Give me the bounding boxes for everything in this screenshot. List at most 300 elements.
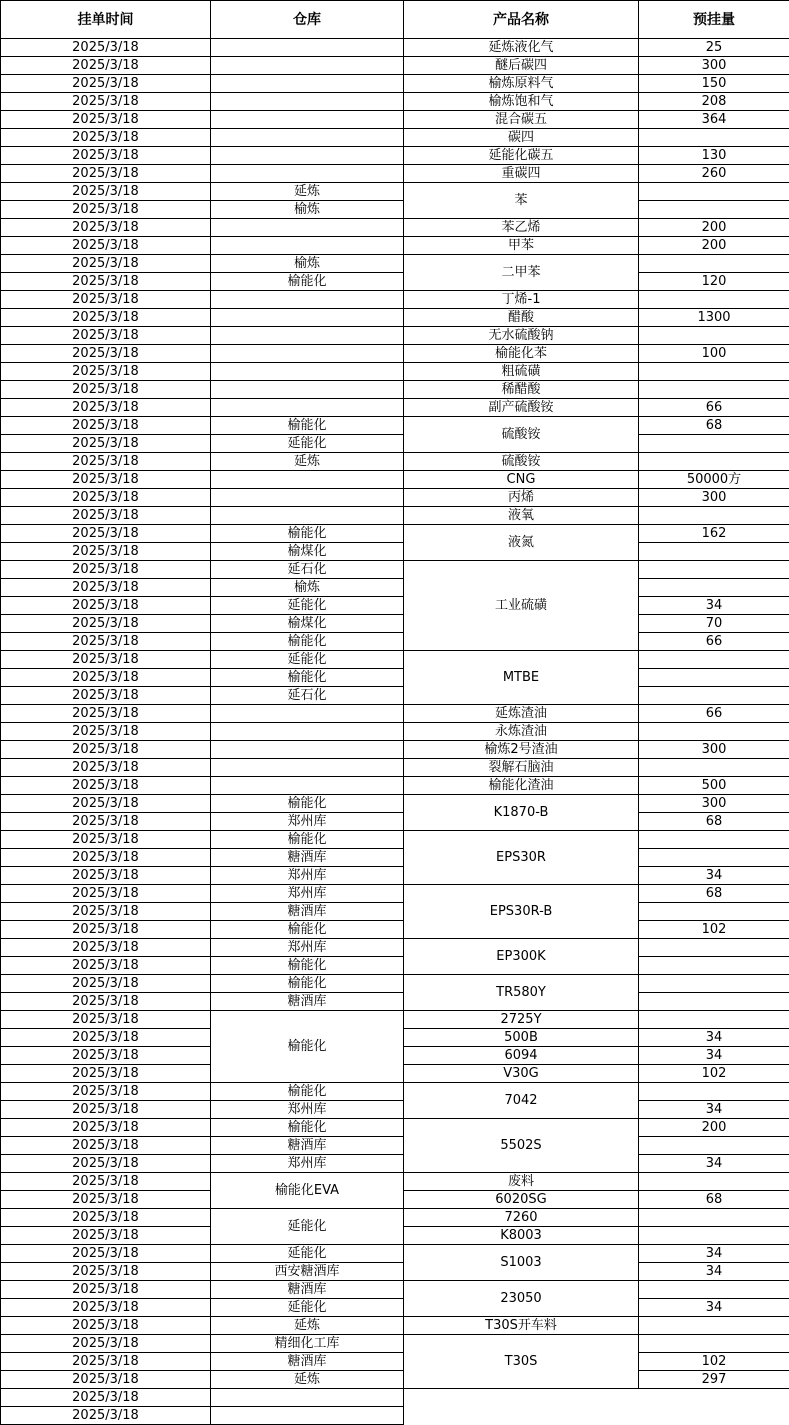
table-row xyxy=(1,129,789,147)
cell-pre-listed-quantity[interactable]: 66 xyxy=(639,399,789,417)
cell-listing-time[interactable]: 2025/3/18 xyxy=(1,327,211,345)
cell-listing-time[interactable]: 2025/3/18 xyxy=(1,489,211,507)
cell-listing-time[interactable]: 2025/3/18 xyxy=(1,1317,211,1335)
cell-warehouse[interactable]: 榆能化EVA xyxy=(211,1173,404,1209)
cell-product-name[interactable]: 甲苯 xyxy=(404,237,639,255)
cell-product-name[interactable]: 二甲苯 xyxy=(404,255,639,291)
cell-pre-listed-quantity[interactable] xyxy=(639,993,789,1011)
cell-warehouse[interactable]: 糖酒库 xyxy=(211,1281,404,1299)
table-row xyxy=(1,1119,789,1137)
cell-warehouse[interactable]: 延炼 xyxy=(211,1371,404,1389)
cell-listing-time[interactable]: 2025/3/18 xyxy=(1,957,211,975)
table-row xyxy=(1,669,789,687)
cell-product-name[interactable]: EPS30R xyxy=(404,831,639,885)
cell-listing-time[interactable]: 2025/3/18 xyxy=(1,615,211,633)
cell-warehouse[interactable] xyxy=(211,39,404,57)
cell-listing-time[interactable]: 2025/3/18 xyxy=(1,1119,211,1137)
cell-pre-listed-quantity[interactable] xyxy=(639,129,789,147)
cell-pre-listed-quantity[interactable] xyxy=(639,1137,789,1155)
cell-listing-time[interactable]: 2025/3/18 xyxy=(1,183,211,201)
cell-pre-listed-quantity[interactable] xyxy=(639,579,789,597)
table-row xyxy=(1,1317,789,1335)
cell-warehouse[interactable]: 糖酒库 xyxy=(211,1137,404,1155)
cell-product-name[interactable]: 23050 xyxy=(404,1281,639,1317)
cell-listing-time[interactable]: 2025/3/18 xyxy=(1,345,211,363)
cell-warehouse[interactable]: 郑州库 xyxy=(211,813,404,831)
cell-pre-listed-quantity[interactable]: 102 xyxy=(639,1353,789,1371)
cell-warehouse[interactable]: 榆能化 xyxy=(211,669,404,687)
cell-warehouse[interactable]: 延能化 xyxy=(211,597,404,615)
cell-pre-listed-quantity[interactable] xyxy=(639,759,789,777)
cell-product-name[interactable]: 丙烯 xyxy=(404,489,639,507)
cell-listing-time[interactable]: 2025/3/18 xyxy=(1,759,211,777)
cell-warehouse[interactable]: 西安糖酒库 xyxy=(211,1263,404,1281)
cell-pre-listed-quantity[interactable] xyxy=(639,849,789,867)
cell-warehouse[interactable] xyxy=(211,111,404,129)
cell-warehouse[interactable] xyxy=(211,57,404,75)
cell-listing-time[interactable]: 2025/3/18 xyxy=(1,1155,211,1173)
cell-warehouse[interactable]: 榆炼 xyxy=(211,201,404,219)
table-row xyxy=(1,255,789,273)
header-pre-listed-quantity[interactable]: 预挂量 xyxy=(639,1,789,39)
table-row xyxy=(1,111,789,129)
cell-pre-listed-quantity[interactable]: 102 xyxy=(639,921,789,939)
cell-product-name[interactable]: 废料 xyxy=(404,1173,639,1191)
cell-pre-listed-quantity[interactable] xyxy=(639,903,789,921)
cell-pre-listed-quantity[interactable] xyxy=(639,651,789,669)
cell-listing-time[interactable]: 2025/3/18 xyxy=(1,561,211,579)
cell-pre-listed-quantity[interactable]: 66 xyxy=(639,705,789,723)
cell-pre-listed-quantity[interactable]: 208 xyxy=(639,93,789,111)
cell-product-name[interactable]: 工业硫磺 xyxy=(404,561,639,651)
cell-pre-listed-quantity[interactable]: 364 xyxy=(639,111,789,129)
cell-pre-listed-quantity[interactable] xyxy=(211,1407,404,1425)
cell-warehouse[interactable]: 榆能化 xyxy=(211,417,404,435)
table-row xyxy=(1,615,789,633)
cell-pre-listed-quantity[interactable] xyxy=(639,1335,789,1353)
header-product-name[interactable]: 产品名称 xyxy=(404,1,639,39)
cell-pre-listed-quantity[interactable]: 68 xyxy=(639,417,789,435)
cell-warehouse[interactable]: 郑州库 xyxy=(211,885,404,903)
cell-listing-time[interactable]: 2025/3/18 xyxy=(1,1173,211,1191)
cell-warehouse[interactable]: 糖酒库 xyxy=(211,1353,404,1371)
header-warehouse[interactable]: 仓库 xyxy=(211,1,404,39)
cell-listing-time[interactable]: 2025/3/18 xyxy=(1,1353,211,1371)
cell-product-name[interactable]: 5502S xyxy=(404,1119,639,1173)
cell-pre-listed-quantity[interactable]: 260 xyxy=(639,165,789,183)
cell-pre-listed-quantity[interactable] xyxy=(639,1209,789,1227)
cell-listing-time[interactable]: 2025/3/18 xyxy=(1,309,211,327)
cell-pre-listed-quantity[interactable] xyxy=(639,543,789,561)
cell-listing-time[interactable]: 2025/3/18 xyxy=(1,147,211,165)
cell-pre-listed-quantity[interactable]: 66 xyxy=(639,633,789,651)
cell-warehouse[interactable] xyxy=(211,741,404,759)
cell-listing-time[interactable]: 2025/3/18 xyxy=(1,921,211,939)
cell-listing-time[interactable]: 2025/3/18 xyxy=(1,525,211,543)
cell-listing-time[interactable]: 2025/3/18 xyxy=(1,741,211,759)
cell-product-name[interactable]: 液氧 xyxy=(404,507,639,525)
cell-pre-listed-quantity[interactable]: 34 xyxy=(639,867,789,885)
cell-listing-time[interactable]: 2025/3/18 xyxy=(1,1209,211,1227)
cell-product-name[interactable]: 6020SG xyxy=(404,1191,639,1209)
cell-warehouse[interactable]: 延能化 xyxy=(211,651,404,669)
cell-pre-listed-quantity[interactable] xyxy=(639,831,789,849)
table-row xyxy=(1,1083,789,1101)
cell-pre-listed-quantity[interactable] xyxy=(639,1317,789,1335)
cell-pre-listed-quantity[interactable]: 34 xyxy=(639,1029,789,1047)
cell-listing-time[interactable]: 2025/3/18 xyxy=(1,669,211,687)
cell-listing-time[interactable]: 2025/3/18 xyxy=(1,939,211,957)
cell-warehouse[interactable] xyxy=(211,309,404,327)
cell-product-name[interactable]: 延炼渣油 xyxy=(404,705,639,723)
cell-listing-time[interactable]: 2025/3/18 xyxy=(1,597,211,615)
cell-listing-time[interactable]: 2025/3/18 xyxy=(1,507,211,525)
cell-warehouse[interactable] xyxy=(211,759,404,777)
cell-listing-time[interactable]: 2025/3/18 xyxy=(1,867,211,885)
cell-listing-time[interactable]: 2025/3/18 xyxy=(1,471,211,489)
cell-listing-time[interactable]: 2025/3/18 xyxy=(1,1371,211,1389)
cell-warehouse[interactable]: 榆能化 xyxy=(211,975,404,993)
cell-listing-time[interactable]: 2025/3/18 xyxy=(1,975,211,993)
cell-warehouse[interactable] xyxy=(211,327,404,345)
cell-listing-time[interactable]: 2025/3/18 xyxy=(1,93,211,111)
cell-listing-time[interactable]: 2025/3/18 xyxy=(1,795,211,813)
cell-pre-listed-quantity[interactable] xyxy=(639,1083,789,1101)
cell-warehouse[interactable]: 延炼 xyxy=(211,183,404,201)
cell-product-name[interactable]: T30S开车料 xyxy=(404,1317,639,1335)
cell-listing-time[interactable]: 2025/3/18 xyxy=(1,633,211,651)
cell-product-name[interactable]: EP300K xyxy=(404,939,639,975)
cell-warehouse[interactable] xyxy=(211,471,404,489)
cell-product-name[interactable]: 副产硫酸铵 xyxy=(404,399,639,417)
cell-listing-time[interactable]: 2025/3/18 xyxy=(1,543,211,561)
cell-product-name[interactable]: V30G xyxy=(404,1065,639,1083)
cell-pre-listed-quantity[interactable] xyxy=(639,939,789,957)
cell-warehouse[interactable] xyxy=(211,489,404,507)
cell-pre-listed-quantity[interactable] xyxy=(639,561,789,579)
cell-warehouse[interactable]: 延炼 xyxy=(211,1317,404,1335)
cell-warehouse[interactable] xyxy=(211,219,404,237)
cell-warehouse[interactable]: 糖酒库 xyxy=(211,849,404,867)
cell-warehouse[interactable]: 延石化 xyxy=(211,687,404,705)
cell-pre-listed-quantity[interactable]: 162 xyxy=(639,525,789,543)
cell-pre-listed-quantity[interactable] xyxy=(639,327,789,345)
cell-pre-listed-quantity[interactable] xyxy=(639,975,789,993)
cell-pre-listed-quantity[interactable] xyxy=(639,453,789,471)
cell-product-name[interactable]: 7260 xyxy=(404,1209,639,1227)
cell-pre-listed-quantity[interactable]: 130 xyxy=(639,147,789,165)
cell-product-name[interactable]: 榆能化苯 xyxy=(404,345,639,363)
cell-product-name[interactable]: 延能化碳五 xyxy=(404,147,639,165)
cell-listing-time[interactable]: 2025/3/18 xyxy=(1,1335,211,1353)
cell-pre-listed-quantity[interactable]: 68 xyxy=(639,813,789,831)
cell-product-name[interactable]: K1870-B xyxy=(404,795,639,831)
cell-pre-listed-quantity[interactable]: 34 xyxy=(639,1299,789,1317)
cell-pre-listed-quantity[interactable]: 70 xyxy=(639,615,789,633)
cell-product-name[interactable]: 榆能化渣油 xyxy=(404,777,639,795)
cell-pre-listed-quantity[interactable]: 300 xyxy=(639,489,789,507)
cell-product-name[interactable]: 硫酸铵 xyxy=(404,417,639,453)
cell-listing-time[interactable]: 2025/3/18 xyxy=(1,111,211,129)
cell-product-name[interactable]: 500B xyxy=(404,1029,639,1047)
cell-warehouse[interactable]: 郑州库 xyxy=(211,867,404,885)
cell-warehouse[interactable] xyxy=(211,705,404,723)
cell-listing-time[interactable]: 2025/3/18 xyxy=(1,39,211,57)
cell-pre-listed-quantity[interactable]: 34 xyxy=(639,597,789,615)
cell-listing-time[interactable]: 2025/3/18 xyxy=(1,1137,211,1155)
cell-warehouse[interactable]: 延能化 xyxy=(211,435,404,453)
cell-pre-listed-quantity[interactable]: 68 xyxy=(639,1191,789,1209)
cell-warehouse[interactable] xyxy=(211,75,404,93)
cell-listing-time[interactable]: 2025/3/18 xyxy=(1,885,211,903)
cell-product-name[interactable]: MTBE xyxy=(404,651,639,705)
cell-product-name[interactable]: 榆炼2号渣油 xyxy=(404,741,639,759)
cell-listing-time[interactable]: 2025/3/18 xyxy=(1,1389,211,1407)
cell-warehouse[interactable]: 延炼 xyxy=(211,453,404,471)
cell-product-name[interactable]: 混合碳五 xyxy=(404,111,639,129)
cell-listing-time[interactable]: 2025/3/18 xyxy=(1,1299,211,1317)
cell-listing-time[interactable]: 2025/3/18 xyxy=(1,1101,211,1119)
cell-pre-listed-quantity[interactable] xyxy=(639,363,789,381)
cell-warehouse[interactable]: 榆炼 xyxy=(211,579,404,597)
cell-listing-time[interactable]: 2025/3/18 xyxy=(1,849,211,867)
cell-product-name[interactable]: TR580Y xyxy=(404,975,639,1011)
cell-pre-listed-quantity[interactable] xyxy=(639,1281,789,1299)
cell-pre-listed-quantity[interactable] xyxy=(639,291,789,309)
cell-pre-listed-quantity[interactable]: 34 xyxy=(639,1245,789,1263)
cell-product-name[interactable]: 醋酸 xyxy=(404,309,639,327)
cell-listing-time[interactable]: 2025/3/18 xyxy=(1,435,211,453)
cell-pre-listed-quantity[interactable]: 150 xyxy=(639,75,789,93)
cell-listing-time[interactable]: 2025/3/18 xyxy=(1,75,211,93)
cell-listing-time[interactable]: 2025/3/18 xyxy=(1,1227,211,1245)
cell-listing-time[interactable]: 2025/3/18 xyxy=(1,219,211,237)
cell-product-name[interactable]: 裂解石脑油 xyxy=(404,759,639,777)
cell-product-name[interactable]: 粗硫磺 xyxy=(404,363,639,381)
cell-warehouse[interactable] xyxy=(211,399,404,417)
cell-warehouse[interactable]: 榆煤化 xyxy=(211,543,404,561)
cell-pre-listed-quantity[interactable] xyxy=(639,957,789,975)
cell-pre-listed-quantity[interactable]: 297 xyxy=(639,1371,789,1389)
cell-pre-listed-quantity[interactable]: 300 xyxy=(639,741,789,759)
cell-warehouse[interactable]: 榆能化 xyxy=(211,273,404,291)
cell-product-name[interactable]: S1003 xyxy=(404,1245,639,1281)
cell-listing-time[interactable]: 2025/3/18 xyxy=(1,1281,211,1299)
cell-product-name[interactable]: 6094 xyxy=(404,1047,639,1065)
cell-product-name[interactable]: 苯 xyxy=(404,183,639,219)
table-row xyxy=(1,417,789,435)
header-row xyxy=(1,1,789,39)
cell-listing-time[interactable]: 2025/3/18 xyxy=(1,453,211,471)
cell-warehouse[interactable]: 榆能化 xyxy=(211,1011,404,1083)
cell-product-name[interactable]: 硫酸铵 xyxy=(404,453,639,471)
cell-warehouse[interactable]: 精细化工库 xyxy=(211,1335,404,1353)
cell-pre-listed-quantity[interactable] xyxy=(639,1011,789,1029)
cell-product-name[interactable]: 无水硫酸钠 xyxy=(404,327,639,345)
cell-pre-listed-quantity[interactable]: 34 xyxy=(639,1155,789,1173)
cell-warehouse[interactable]: 榆能化 xyxy=(211,921,404,939)
table-row xyxy=(1,1209,789,1227)
cell-listing-time[interactable]: 2025/3/18 xyxy=(1,129,211,147)
cell-product-name[interactable]: 丁烯-1 xyxy=(404,291,639,309)
cell-warehouse[interactable] xyxy=(211,147,404,165)
cell-product-name[interactable]: 稀醋酸 xyxy=(404,381,639,399)
cell-pre-listed-quantity[interactable]: 25 xyxy=(639,39,789,57)
cell-pre-listed-quantity[interactable]: 102 xyxy=(639,1065,789,1083)
cell-listing-time[interactable]: 2025/3/18 xyxy=(1,687,211,705)
cell-product-name[interactable]: CNG xyxy=(404,471,639,489)
cell-product-name[interactable]: 液氮 xyxy=(404,525,639,561)
cell-listing-time[interactable]: 2025/3/18 xyxy=(1,291,211,309)
cell-listing-time[interactable]: 2025/3/18 xyxy=(1,579,211,597)
table-row xyxy=(1,489,789,507)
cell-pre-listed-quantity[interactable] xyxy=(639,1173,789,1191)
table-row xyxy=(1,183,789,201)
cell-warehouse[interactable]: 郑州库 xyxy=(211,939,404,957)
header-listing-time[interactable]: 挂单时间 xyxy=(1,1,211,39)
table-row xyxy=(1,1335,789,1353)
cell-warehouse[interactable]: 榆能化 xyxy=(211,795,404,813)
cell-warehouse[interactable] xyxy=(211,723,404,741)
cell-pre-listed-quantity[interactable] xyxy=(211,1389,404,1407)
cell-warehouse[interactable] xyxy=(211,345,404,363)
cell-warehouse[interactable] xyxy=(211,165,404,183)
cell-listing-time[interactable]: 2025/3/18 xyxy=(1,1047,211,1065)
cell-pre-listed-quantity[interactable]: 200 xyxy=(639,219,789,237)
cell-pre-listed-quantity[interactable] xyxy=(639,381,789,399)
cell-pre-listed-quantity[interactable]: 300 xyxy=(639,795,789,813)
cell-pre-listed-quantity[interactable]: 300 xyxy=(639,57,789,75)
cell-warehouse[interactable] xyxy=(211,129,404,147)
cell-pre-listed-quantity[interactable] xyxy=(639,687,789,705)
cell-listing-time[interactable]: 2025/3/18 xyxy=(1,723,211,741)
cell-warehouse[interactable]: 延能化 xyxy=(211,1299,404,1317)
cell-listing-time[interactable]: 2025/3/18 xyxy=(1,237,211,255)
cell-listing-time[interactable]: 2025/3/18 xyxy=(1,1011,211,1029)
cell-pre-listed-quantity[interactable] xyxy=(639,507,789,525)
cell-listing-time[interactable]: 2025/3/18 xyxy=(1,381,211,399)
cell-product-name[interactable]: 榆炼原料气 xyxy=(404,75,639,93)
cell-product-name[interactable]: 榆炼饱和气 xyxy=(404,93,639,111)
cell-pre-listed-quantity[interactable]: 200 xyxy=(639,237,789,255)
cell-product-name[interactable]: EPS30R-B xyxy=(404,885,639,939)
cell-listing-time[interactable]: 2025/3/18 xyxy=(1,1263,211,1281)
cell-pre-listed-quantity[interactable]: 68 xyxy=(639,885,789,903)
cell-listing-time[interactable]: 2025/3/18 xyxy=(1,399,211,417)
cell-listing-time[interactable]: 2025/3/18 xyxy=(1,831,211,849)
table-row xyxy=(1,597,789,615)
cell-warehouse[interactable]: 延能化 xyxy=(211,1245,404,1263)
cell-listing-time[interactable]: 2025/3/18 xyxy=(1,255,211,273)
cell-pre-listed-quantity[interactable] xyxy=(639,1227,789,1245)
cell-listing-time[interactable]: 2025/3/18 xyxy=(1,363,211,381)
cell-pre-listed-quantity[interactable]: 100 xyxy=(639,345,789,363)
cell-pre-listed-quantity[interactable] xyxy=(639,435,789,453)
cell-product-name[interactable]: 碳四 xyxy=(404,129,639,147)
cell-listing-time[interactable]: 2025/3/18 xyxy=(1,1191,211,1209)
cell-pre-listed-quantity[interactable]: 50000方 xyxy=(639,471,789,489)
cell-listing-time[interactable]: 2025/3/18 xyxy=(1,57,211,75)
cell-listing-time[interactable]: 2025/3/18 xyxy=(1,165,211,183)
cell-product-name[interactable]: 重碳四 xyxy=(404,165,639,183)
cell-warehouse[interactable] xyxy=(211,93,404,111)
cell-warehouse[interactable] xyxy=(211,507,404,525)
cell-warehouse[interactable]: 郑州库 xyxy=(211,1155,404,1173)
table-row xyxy=(1,1371,789,1389)
cell-warehouse[interactable] xyxy=(211,777,404,795)
cell-warehouse[interactable] xyxy=(211,291,404,309)
cell-warehouse[interactable]: 榆能化 xyxy=(211,525,404,543)
cell-product-name[interactable]: 永炼渣油 xyxy=(404,723,639,741)
cell-warehouse[interactable]: 榆能化 xyxy=(211,1083,404,1101)
cell-pre-listed-quantity[interactable]: 120 xyxy=(639,273,789,291)
cell-listing-time[interactable]: 2025/3/18 xyxy=(1,273,211,291)
table-row xyxy=(1,399,789,417)
cell-listing-time[interactable]: 2025/3/18 xyxy=(1,1407,211,1425)
cell-pre-listed-quantity[interactable]: 34 xyxy=(639,1263,789,1281)
cell-pre-listed-quantity[interactable] xyxy=(639,201,789,219)
cell-listing-time[interactable]: 2025/3/18 xyxy=(1,903,211,921)
cell-listing-time[interactable]: 2025/3/18 xyxy=(1,993,211,1011)
cell-warehouse[interactable]: 榆能化 xyxy=(211,831,404,849)
cell-product-name[interactable]: 延炼液化气 xyxy=(404,39,639,57)
cell-pre-listed-quantity[interactable]: 34 xyxy=(639,1047,789,1065)
cell-listing-time[interactable]: 2025/3/18 xyxy=(1,813,211,831)
cell-warehouse[interactable]: 榆能化 xyxy=(211,1119,404,1137)
cell-pre-listed-quantity[interactable] xyxy=(639,183,789,201)
cell-pre-listed-quantity[interactable]: 34 xyxy=(639,1101,789,1119)
cell-product-name[interactable]: T30S xyxy=(404,1335,639,1389)
cell-product-name[interactable]: 7042 xyxy=(404,1083,639,1119)
cell-listing-time[interactable]: 2025/3/18 xyxy=(1,1083,211,1101)
cell-product-name[interactable]: 2725Y xyxy=(404,1011,639,1029)
cell-product-name[interactable]: 醚后碳四 xyxy=(404,57,639,75)
cell-product-name[interactable]: K8003 xyxy=(404,1227,639,1245)
cell-listing-time[interactable]: 2025/3/18 xyxy=(1,651,211,669)
cell-listing-time[interactable]: 2025/3/18 xyxy=(1,201,211,219)
cell-pre-listed-quantity[interactable] xyxy=(639,255,789,273)
cell-pre-listed-quantity[interactable]: 1300 xyxy=(639,309,789,327)
table-row xyxy=(1,525,789,543)
cell-warehouse[interactable] xyxy=(211,237,404,255)
cell-listing-time[interactable]: 2025/3/18 xyxy=(1,1065,211,1083)
cell-warehouse[interactable]: 糖酒库 xyxy=(211,903,404,921)
cell-listing-time[interactable]: 2025/3/18 xyxy=(1,1245,211,1263)
cell-warehouse[interactable]: 榆能化 xyxy=(211,957,404,975)
cell-warehouse[interactable] xyxy=(211,363,404,381)
table-row xyxy=(1,453,789,471)
table-row xyxy=(1,93,789,111)
cell-warehouse[interactable]: 糖酒库 xyxy=(211,993,404,1011)
cell-warehouse[interactable]: 榆能化 xyxy=(211,633,404,651)
cell-pre-listed-quantity[interactable] xyxy=(639,669,789,687)
cell-listing-time[interactable]: 2025/3/18 xyxy=(1,1029,211,1047)
table-row xyxy=(1,795,789,813)
cell-warehouse[interactable]: 榆煤化 xyxy=(211,615,404,633)
cell-listing-time[interactable]: 2025/3/18 xyxy=(1,705,211,723)
cell-listing-time[interactable]: 2025/3/18 xyxy=(1,417,211,435)
cell-listing-time[interactable]: 2025/3/18 xyxy=(1,777,211,795)
cell-warehouse[interactable]: 延能化 xyxy=(211,1209,404,1245)
cell-warehouse[interactable] xyxy=(211,381,404,399)
cell-warehouse[interactable]: 榆炼 xyxy=(211,255,404,273)
cell-pre-listed-quantity[interactable]: 500 xyxy=(639,777,789,795)
cell-warehouse[interactable]: 延石化 xyxy=(211,561,404,579)
cell-product-name[interactable]: 苯乙烯 xyxy=(404,219,639,237)
cell-pre-listed-quantity[interactable]: 200 xyxy=(639,1119,789,1137)
cell-warehouse[interactable]: 郑州库 xyxy=(211,1101,404,1119)
cell-pre-listed-quantity[interactable] xyxy=(639,723,789,741)
